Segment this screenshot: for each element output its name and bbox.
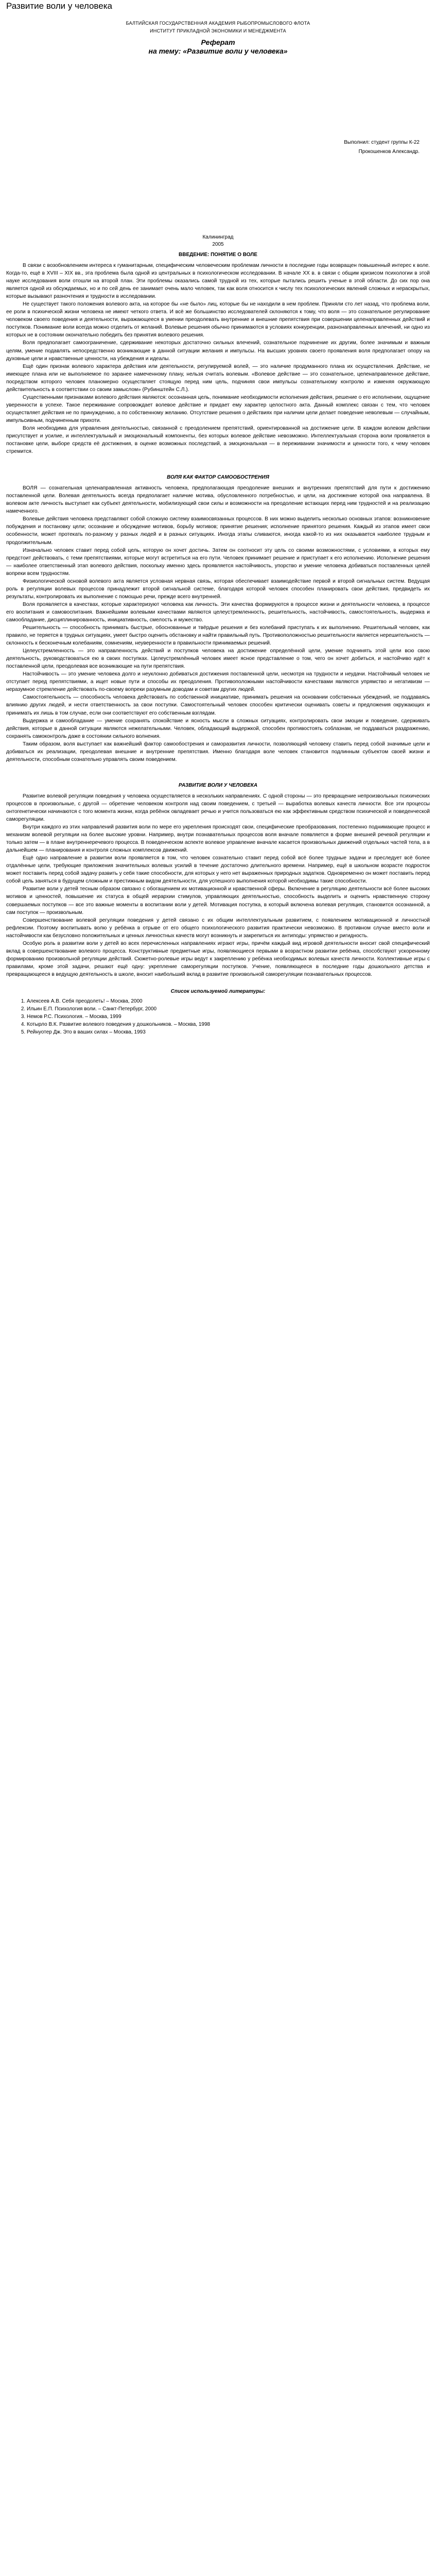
paragraph: Воля необходима для управления деятельностью, связанной с преодолением препятствий, ориентированной на достижение цели. В каждом волевом действии присутствует и усилие, и интеллектуальный и эмоциональный компоненты, без которых волевое действие невозможно. Интеллектуальная сторона воли проявляется в постановке цели, выборе средств её достижения, в оценке возможных последствий, а эмоциональная — в переживании значимости и ценности того, к чему человек стремится. (6, 425, 430, 455)
paragraph: В связи с возобновлением интереса к гуманитарным, специфическим человеческим проблемам личности в последние годы возвращен повышенный интерес к воле. Когда-то, ещё в XVIII – XIX вв., эта проблема была одной из центральных в психологическом исследовании. В начале XX в. в связи с общим кризисом психологии в этой науке исследования воли отошли на второй план. Эти проблемы оказались самой трудной из тех, которые пытались решить ученые в этой области. До сих пор она является одной из обсуждаемых, но и по сей день ее занимает очень мало человек, так как воля относится к числу тех психологических явлений сложных и нераскрытых, которые вызывают разночтения и трудности в исследовании. (6, 263, 430, 300)
paragraph: Настойчивость — это умение человека долго и неуклонно добиваться достижения поставленной цели, несмотря на трудности и неудачи. Настойчивый человек не отступает перед препятствиями, а ищет новые пути и способы их преодоления. Противоположными настойчивости качествами являются упрямство и негативизм — неразумное стремление действовать по-своему вопреки разумным доводам и советам других людей. (6, 671, 430, 693)
institution-header (6, 20, 430, 35)
institute-name: ИНСТИТУТ ПРИКЛАДНОЙ ЭКОНОМИКИ И МЕНЕДЖМЕНТА (150, 28, 286, 33)
paragraph: Не существует такого положения волевого акта, на которое бы «не было» лиц, которые бы не находили в нем проблем. Приняли сто лет назад, что проблема воли, ее роли в психической жизни человека не имеют четкого ответа. И всё же большинство исследователей склоняются к тому, что воля — это сознательное регулирование человеком своего поведения и деятельности, выражающееся в умении преодолевать внутренние и внешние препятствия при совершении целенаправленных действий и поступков. Понимание воли всегда можно отделить от желаний. Волевые решения обычно принимаются в условиях конкуренции, разнонаправленных влечений, ни одно из которых не в состоянии окончательно победить без принятия волевого решения. (6, 301, 430, 338)
literature-item: 4. Котырло В.К. Развитие волевого поведения у дошкольников. – Москва, 1998 (27, 1021, 430, 1028)
paragraph: Целеустремленность — это направленность действий и поступков человека на достижение определённой цели, умение подчинять этой цели всю свою деятельность, руководствоваться ею в своих поступках. Целеустремлённый человек имеет ясное представление о том, чего он хочет добиться, и настойчиво идёт к поставленной цели, преодолевая все возникающие на пути препятствия. (6, 648, 430, 670)
paragraph: Развитие волевой регуляции поведения у человека осуществляется в нескольких направлениях. С одной стороны — это превращение непроизвольных психических процессов в произвольные, с другой — обретение человеком контроля над своим поведением, с третьей — выработка волевых качеств личности. Все эти процессы онтогенетически начинаются с того момента жизни, когда ребёнок овладевает речью и учится пользоваться ею как эффективным средством психической и поведенческой саморегуляции. (6, 793, 430, 822)
document-page (0, 1, 436, 2576)
paragraph: Таким образом, воля выступает как важнейший фактор самообострения и саморазвития личности, позволяющий человеку ставить перед собой значимые цели и добиваться их реализации, преодолевая внешние и внутренние препятствия. Именно благодаря воле человек становится подлинным субъектом своей жизни и деятельности, способным сознательно управлять своим поведением. (6, 741, 430, 762)
author-line-2: Прокошенков Александр. (358, 149, 420, 155)
paragraph: Физиологической основой волевого акта является условная нервная связь, которая обеспечивает взаимодействие первой и второй сигнальных систем. Ведущая роль в регуляции волевых процессов принадлежит второй сигнальной системе, благодаря которой человек способен планировать свои действия, предвидеть их результаты, контролировать их выполнение с помощью речи, прежде всего внутренней. (6, 578, 430, 600)
literature-item: 1. Алексеев А.В. Себя преодолеть! – Москва, 2000 (27, 997, 430, 1005)
paragraph: Воля проявляется в качествах, которые характеризуют человека как личность. Эти качества формируются в процессе жизни и деятельности человека, в процессе его воспитания и самовоспитания. Важнейшими волевыми качествами являются целеустремленность, решительность, настойчивость, самостоятельность, выдержка и самообладание, дисциплинированность, инициативность, смелость и мужество. (6, 601, 430, 623)
paragraph: Выдержка и самообладание — умение сохранять спокойствие и ясность мысли в сложных ситуациях, контролировать свои эмоции и поведение, сдерживать действия, которые в данной ситуации являются нежелательными. Человек, обладающий выдержкой, способен противостоять соблазнам, не поддаваться раздражению, сохранять самоконтроль даже в состоянии сильного волнения. (6, 718, 430, 739)
section-develop (6, 792, 430, 978)
literature-item: 2. Ильин Е.П. Психология воли. – Санкт-Петербург, 2000 (27, 1005, 430, 1013)
city-year (6, 234, 430, 248)
paragraph: Ещё один признак волевого характера действия или деятельности, регулируемой волей, — это наличие продуманного плана их осуществления. Действие, не имеющее плана или не выполняемое по заранее намеченному плану, нельзя считать волевым. «Волевое действие — это сознательное, целенаправленное действие, посредством которого человек планомерно осуществляет стоящую перед ним цель, подчиняя свои импульсы сознательному контролю и изменяя окружающую действительность в соответствии со своим замыслом» (Рубинштейн С.Л.). (6, 363, 430, 393)
paragraph: Совершенствование волевой регуляции поведения у детей связано с их общим интеллектуальным развитием, с появлением мотивационной и личностной рефлексии. Поэтому воспитывать волю у ребёнка в отрыве от его общего психологического развития практически невозможно. В противном случае вместо воли и настойчивости как безусловно положительных и ценных личностных качеств могут возникнуть и закрепиться их антиподы: упрямство и ригидность. (6, 917, 430, 939)
section-heading-factor: ВОЛЯ КАК ФАКТОР САМООБОСТРЕНИЯ (167, 474, 269, 481)
referat-label: Реферат (201, 38, 235, 46)
year: 2005 (212, 242, 224, 247)
paragraph: Воля предполагает самоограничение, сдерживание некоторых достаточно сильных влечений, сознательное подчинение их другим, более значимым и важным целям, умение подавлять непосредственно возникающие в данной ситуации желания и импульсы. На высших уровнях своего проявления воля предполагает опору на духовные цели и нравственные ценности, на убеждения и идеалы. (6, 340, 430, 362)
paragraph: Волевые действия человека представляют собой сложную систему взаимосвязанных процессов. В них можно выделить несколько основных этапов: возникновение побуждения и постановку цели; осознание и обсуждение мотивов, борьбу мотивов; принятие решения; исполнение принятого решения. Каждый из этапов имеет свои особенности, может протекать по-разному у разных людей и в разных ситуациях. Иногда этапы сливаются, иногда какой-то из них оказывается наиболее трудным и продолжительным. (6, 516, 430, 546)
paragraph: Особую роль в развитии воли у детей во всех перечисленных направлениях играют игры, причём каждый вид игровой деятельности вносит свой специфический вклад в совершенствование волевого процесса. Конструктивные предметные игры, появляющиеся первыми в возрастном развитии ребёнка, способствуют ускоренному формированию произвольной регуляции действий. Сюжетно-ролевые игры ведут к закреплению у ребёнка необходимых волевых качеств личности. Коллективные игры с правилами, кроме этой задачи, решают ещё одну: укрепление саморегуляции поступков. Учение, появляющееся в последние годы дошкольного детства и превращающееся в ведущую деятельность в школе, вносит наибольший вклад в развитие произвольной саморегуляции познавательных процессов. (6, 940, 430, 977)
paragraph: Развитие воли у детей тесным образом связано с обогащением их мотивационной и нравственной сферы. Включение в регуляцию деятельности всё более высоких мотивов и ценностей, повышение их статуса в общей иерархии стимулов, управляющих деятельностью, способность выделить и оценить нравственную сторону совершаемых поступков — все это важные моменты в воспитании воли у детей. Мотивация поступка, в который включена волевая регуляция, становится осознанной, а сам поступок — произвольным. (6, 886, 430, 916)
paragraph: ВОЛЯ — сознательная целенаправленная активность человека, предполагающая преодоление внешних и внутренних препятствий для пути к достижению поставленной цели. Волевая деятельность всегда предполагает наличие мотива, обусловленного потребностью, и цели, на достижение которой она направлена. В волевом акте личность выступает как субъект деятельности, мобилизующий свои силы и возможности на преодоление встающих перед ним трудностей и на реализацию намеченного. (6, 485, 430, 515)
section-intro (6, 262, 430, 455)
paragraph: Изначально человек ставит перед собой цель, которую он хочет достичь. Затем он соотносит эту цель со своими возможностями, с условиями, в которых ему предстоит действовать, с теми препятствиями, которые могут встретиться на его пути. Человек принимает решение и приступает к его исполнению. Исполнение решения — наиболее ответственный этап волевого действия, поскольку именно здесь проявляется настойчивость, упорство и умение человека добиваться поставленных целей вопреки всем трудностям. (6, 547, 430, 577)
literature-heading: Список используемой литературы: (170, 988, 266, 994)
section-factor (6, 484, 430, 764)
city: Калининград (202, 234, 234, 240)
author-line-1: Выполнил: студент группы К-22 (344, 140, 420, 145)
literature-item: 5. Рейнуотер Дж. Это в ваших силах – Москва, 1993 (27, 1028, 430, 1036)
paragraph: Внутри каждого из этих направлений развития воли по мере его укрепления происходят свои, специфические преобразования, постепенно поднимающие процесс и механизм волевой регуляции на более высокие уровни. Например, внутри познавательных процессов воля вначале появляется в форме внешней речевой регуляции и только затем — в плане внутреннеречевого процесса. В поведенческом аспекте волевое управление вначале касается произвольных движений отдельных частей тела, а в дальнейшем — планирования и контроля сложных комплексов движений. (6, 824, 430, 854)
document-title: Развитие воли у человека (6, 1, 112, 11)
literature-item: 3. Немов Р.С. Психология. – Москва, 1999 (27, 1013, 430, 1021)
paragraph: Существенными признаками волевого действия являются: осознанная цель, понимание необходимости исполнения действия, решение о его исполнении, ощущение уверенности в успехе. Такое переживание сопровождает волевое действие и придает ему характер целостного акта. Данный комплекс связан с тем, что человек осуществляет действия не по принуждению, а по собственному желанию. Отсутствие решения о действиях при наличии цели делает поведение неволевым — случайным, импульсивным, подчиненным прихоти. (6, 394, 430, 423)
literature-list (6, 997, 430, 1036)
academy-name: БАЛТИЙСКАЯ ГОСУДАРСТВЕННАЯ АКАДЕМИЯ РЫБОПРОМЫСЛОВОГО ФЛОТА (126, 21, 310, 26)
section-heading-intro: ВВЕДЕНИЕ: ПОНЯТИЕ О ВОЛЕ (179, 252, 257, 258)
paragraph: Самостоятельность — способность человека действовать по собственной инициативе, принимать решения на основании собственных убеждений, не поддаваясь влиянию других людей, и нести ответственность за свои поступки. Самостоятельный человек способен критически оценивать советы и предложения окружающих и принимать их лишь в том случае, если они соответствуют его собственным взглядам. (6, 694, 430, 716)
paragraph: Решительность — способность принимать быстрые, обоснованные и твёрдые решения и без колебаний приступать к их выполнению. Решительный человек, как правило, не теряется в трудных ситуациях, умеет быстро оценить обстановку и найти правильный путь. Противоположностью решительности является нерешительность — склонность к бесконечным колебаниям, сомнениям, неуверенности в правильности принимаемых решений. (6, 625, 430, 647)
paragraph: Ещё одно направление в развитии воли проявляется в том, что человек сознательно ставит перед собой всё более трудные задачи и преследует всё более отдалённые цели, требующие приложения значительных волевых усилий в течение достаточно длительного времени. Например, ещё в школьном возрасте подросток может поставить перед собой задачу развить у себя такие способности, для которых у него нет выраженных природных задатков. Одновременно он может поставить перед собой цель заняться в будущем сложным и престижным видом деятельности, для успешного выполнения которой необходимы такие способности. (6, 855, 430, 885)
referat-topic: на тему: «Развитие воли у человека» (148, 47, 288, 55)
section-heading-develop: РАЗВИТИЕ ВОЛИ У ЧЕЛОВЕКА (178, 782, 258, 788)
author-block (6, 138, 430, 157)
